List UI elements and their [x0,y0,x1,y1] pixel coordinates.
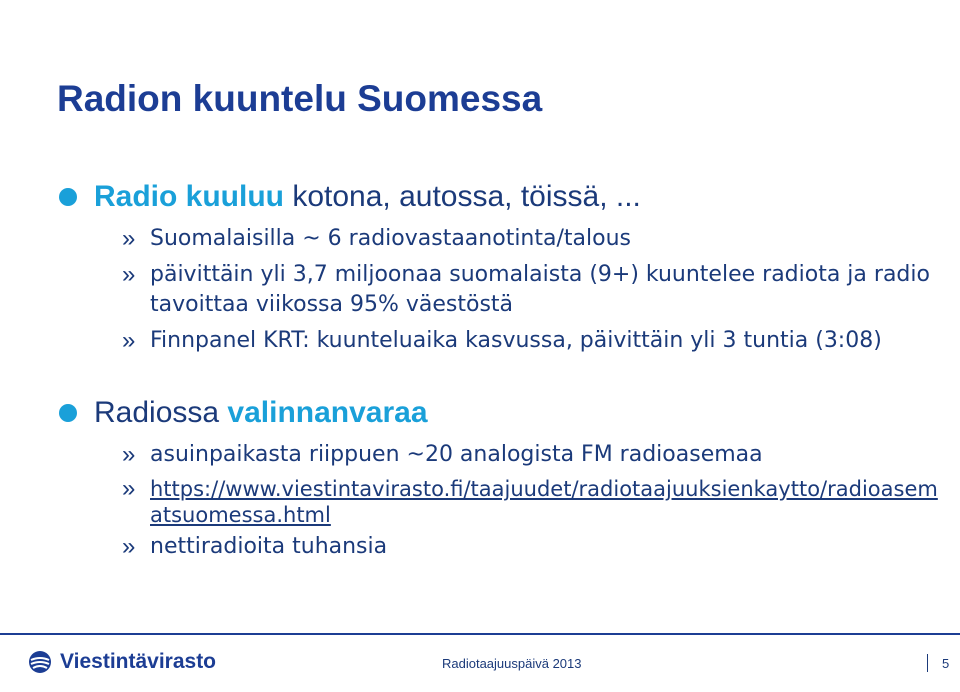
chevron-marker: » [122,441,136,468]
page-number: 5 [942,656,950,671]
bullet-dot-icon [58,403,78,423]
chevron-marker: » [122,475,136,502]
bullet-highlight: Radio kuuluu [94,180,284,213]
chevron-marker: » [122,225,136,252]
slide-title: Radion kuuntelu Suomessa [57,78,543,119]
bullet-text: kotona, autossa, töissä, ... [284,180,641,213]
logo-text: Viestintävirasto [60,650,217,673]
bullet-highlight: valinnanvaraa [227,396,428,429]
footer-separator [927,654,928,672]
bullet-dot-icon [58,187,78,207]
subitem-text: nettiradioita tuhansia [150,534,388,559]
logo-globe-icon [28,650,52,674]
subitem-nettiradiot [122,532,942,562]
viestintavirasto-logo [28,650,216,674]
bullet-radio-kuuluu [58,180,641,214]
subitem-text: Finnpanel KRT: kuunteluaika kasvussa, päivittäin yli 3 tuntia (3:08) [150,328,882,353]
footer-event: Radiotaajuuspäivä 2013 [442,656,582,671]
subitem-finnpanel [122,326,942,356]
subitem-radiovastaanotin [122,224,942,254]
subitem-text: asuinpaikasta riippuen ~20 analogista FM radioasemaa [150,442,763,467]
bullet-text: Radiossa [94,396,228,429]
radio-stations-link[interactable]: https://www.viestintavirasto.fi/taajuudet/radiotaajuuksienkaytto/radioasematsuomessa.html [150,477,938,527]
footer-divider [0,633,960,635]
subitem-text: päivittäin yli 3,7 miljoonaa suomalaista (9+) kuuntelee radiota ja radio tavoittaa viikossa 95% väestöstä [150,262,930,317]
subitem-fm-asemat [122,440,942,470]
bullet-valinnanvaraa [58,396,428,430]
chevron-marker: » [122,533,136,560]
chevron-marker: » [122,261,136,288]
subitem-text: Suomalaisilla ~ 6 radiovastaanotinta/talous [150,226,631,251]
subitem-kuuntelijat [122,260,942,320]
subitem-link [122,476,942,528]
chevron-marker: » [122,327,136,354]
